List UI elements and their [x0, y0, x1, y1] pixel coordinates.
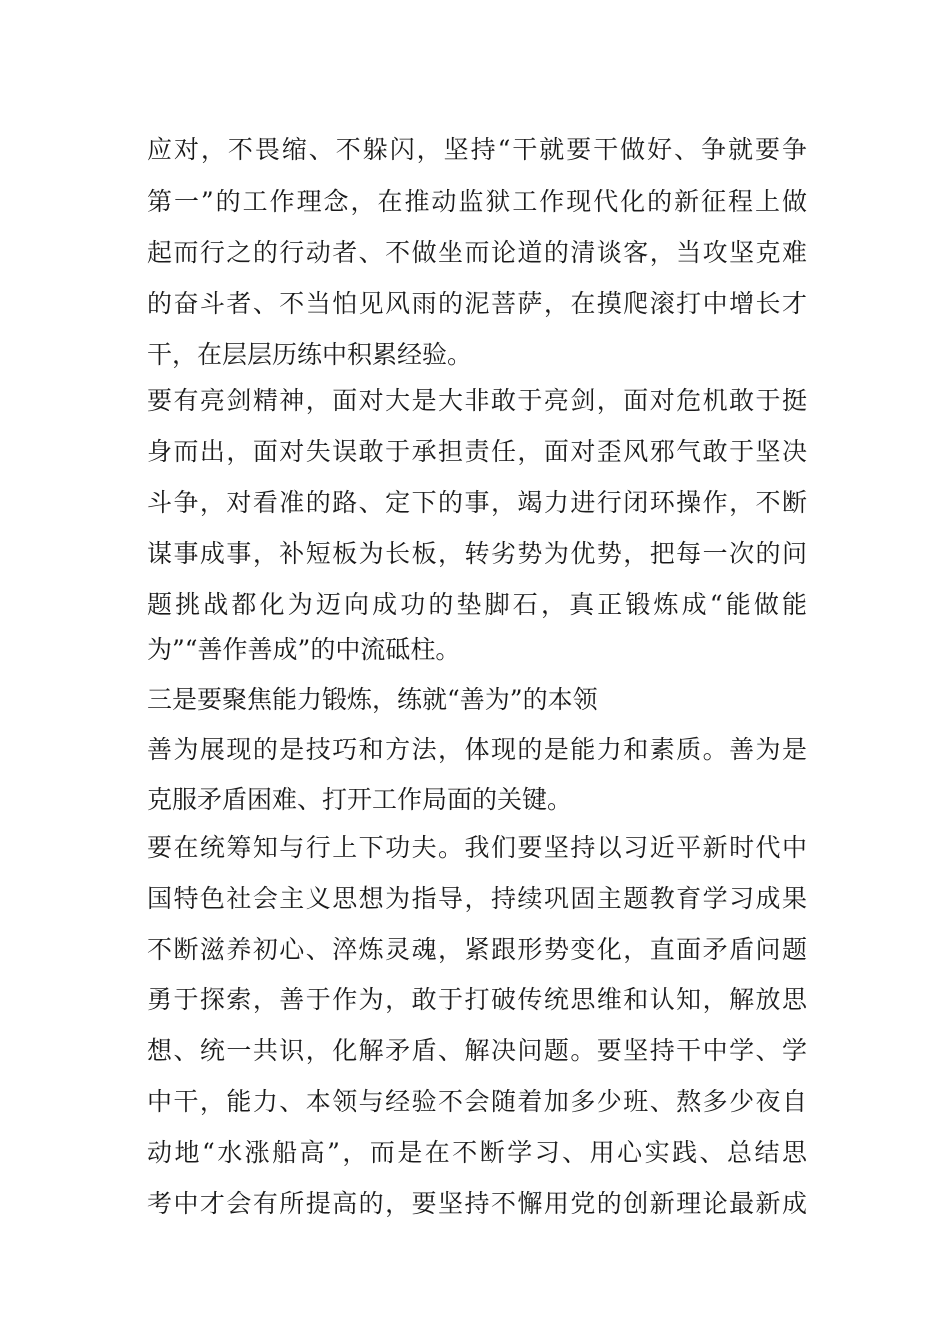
text-line: 想、统一共识，化解矛盾、解决问题。要坚持干中学、学 — [147, 1036, 807, 1065]
text-line: 题挑战都化为迈向成功的垫脚石，真正锻炼成“能做能 — [147, 590, 807, 619]
text-line: 克服矛盾困难、打开工作局面的关键。 — [147, 785, 573, 814]
text-line: 考中才会有所提高的，要坚持不懈用党的创新理论最新成 — [147, 1189, 807, 1218]
text-line: 国特色社会主义思想为指导，持续巩固主题教育学习成果 — [147, 884, 807, 913]
text-line: 身而出，面对失误敢于承担责任，面对歪风邪气敢于坚决 — [147, 437, 807, 466]
section-heading: 三是要聚焦能力锻炼，练就“善为”的本领 — [147, 685, 598, 714]
text-line: 善为展现的是技巧和方法，体现的是能力和素质。善为是 — [147, 735, 807, 764]
text-line: 为”“善作善成”的中流砥柱。 — [147, 635, 461, 664]
text-line: 应对，不畏缩、不躲闪，坚持“干就要干做好、争就要争 — [147, 135, 807, 164]
text-line: 要有亮剑精神，面对大是大非敢于亮剑，面对危机敢于挺 — [147, 386, 807, 415]
text-line: 干，在层层历练中积累经验。 — [147, 340, 473, 369]
text-line: 的奋斗者、不当怕见风雨的泥菩萨，在摸爬滚打中增长才 — [147, 289, 807, 318]
text-line: 起而行之的行动者、不做坐而论道的清谈客，当攻坚克难 — [147, 238, 807, 267]
text-line: 勇于探索，善于作为，敢于打破传统思维和认知，解放思 — [147, 985, 807, 1014]
text-line: 第一”的工作理念，在推动监狱工作现代化的新征程上做 — [147, 187, 807, 216]
text-line: 不断滋养初心、淬炼灵魂，紧跟形势变化，直面矛盾问题 — [147, 935, 807, 964]
text-line: 谋事成事，补短板为长板，转劣势为优势，把每一次的问 — [147, 539, 807, 568]
text-line: 中干，能力、本领与经验不会随着加多少班、熬多少夜自 — [147, 1087, 807, 1116]
text-line: 要在统筹知与行上下功夫。我们要坚持以习近平新时代中 — [147, 833, 807, 862]
text-line: 斗争，对看准的路、定下的事，竭力进行闭环操作，不断 — [147, 488, 807, 517]
text-line: 动地“水涨船高”，而是在不断学习、用心实践、总结思 — [147, 1138, 807, 1167]
